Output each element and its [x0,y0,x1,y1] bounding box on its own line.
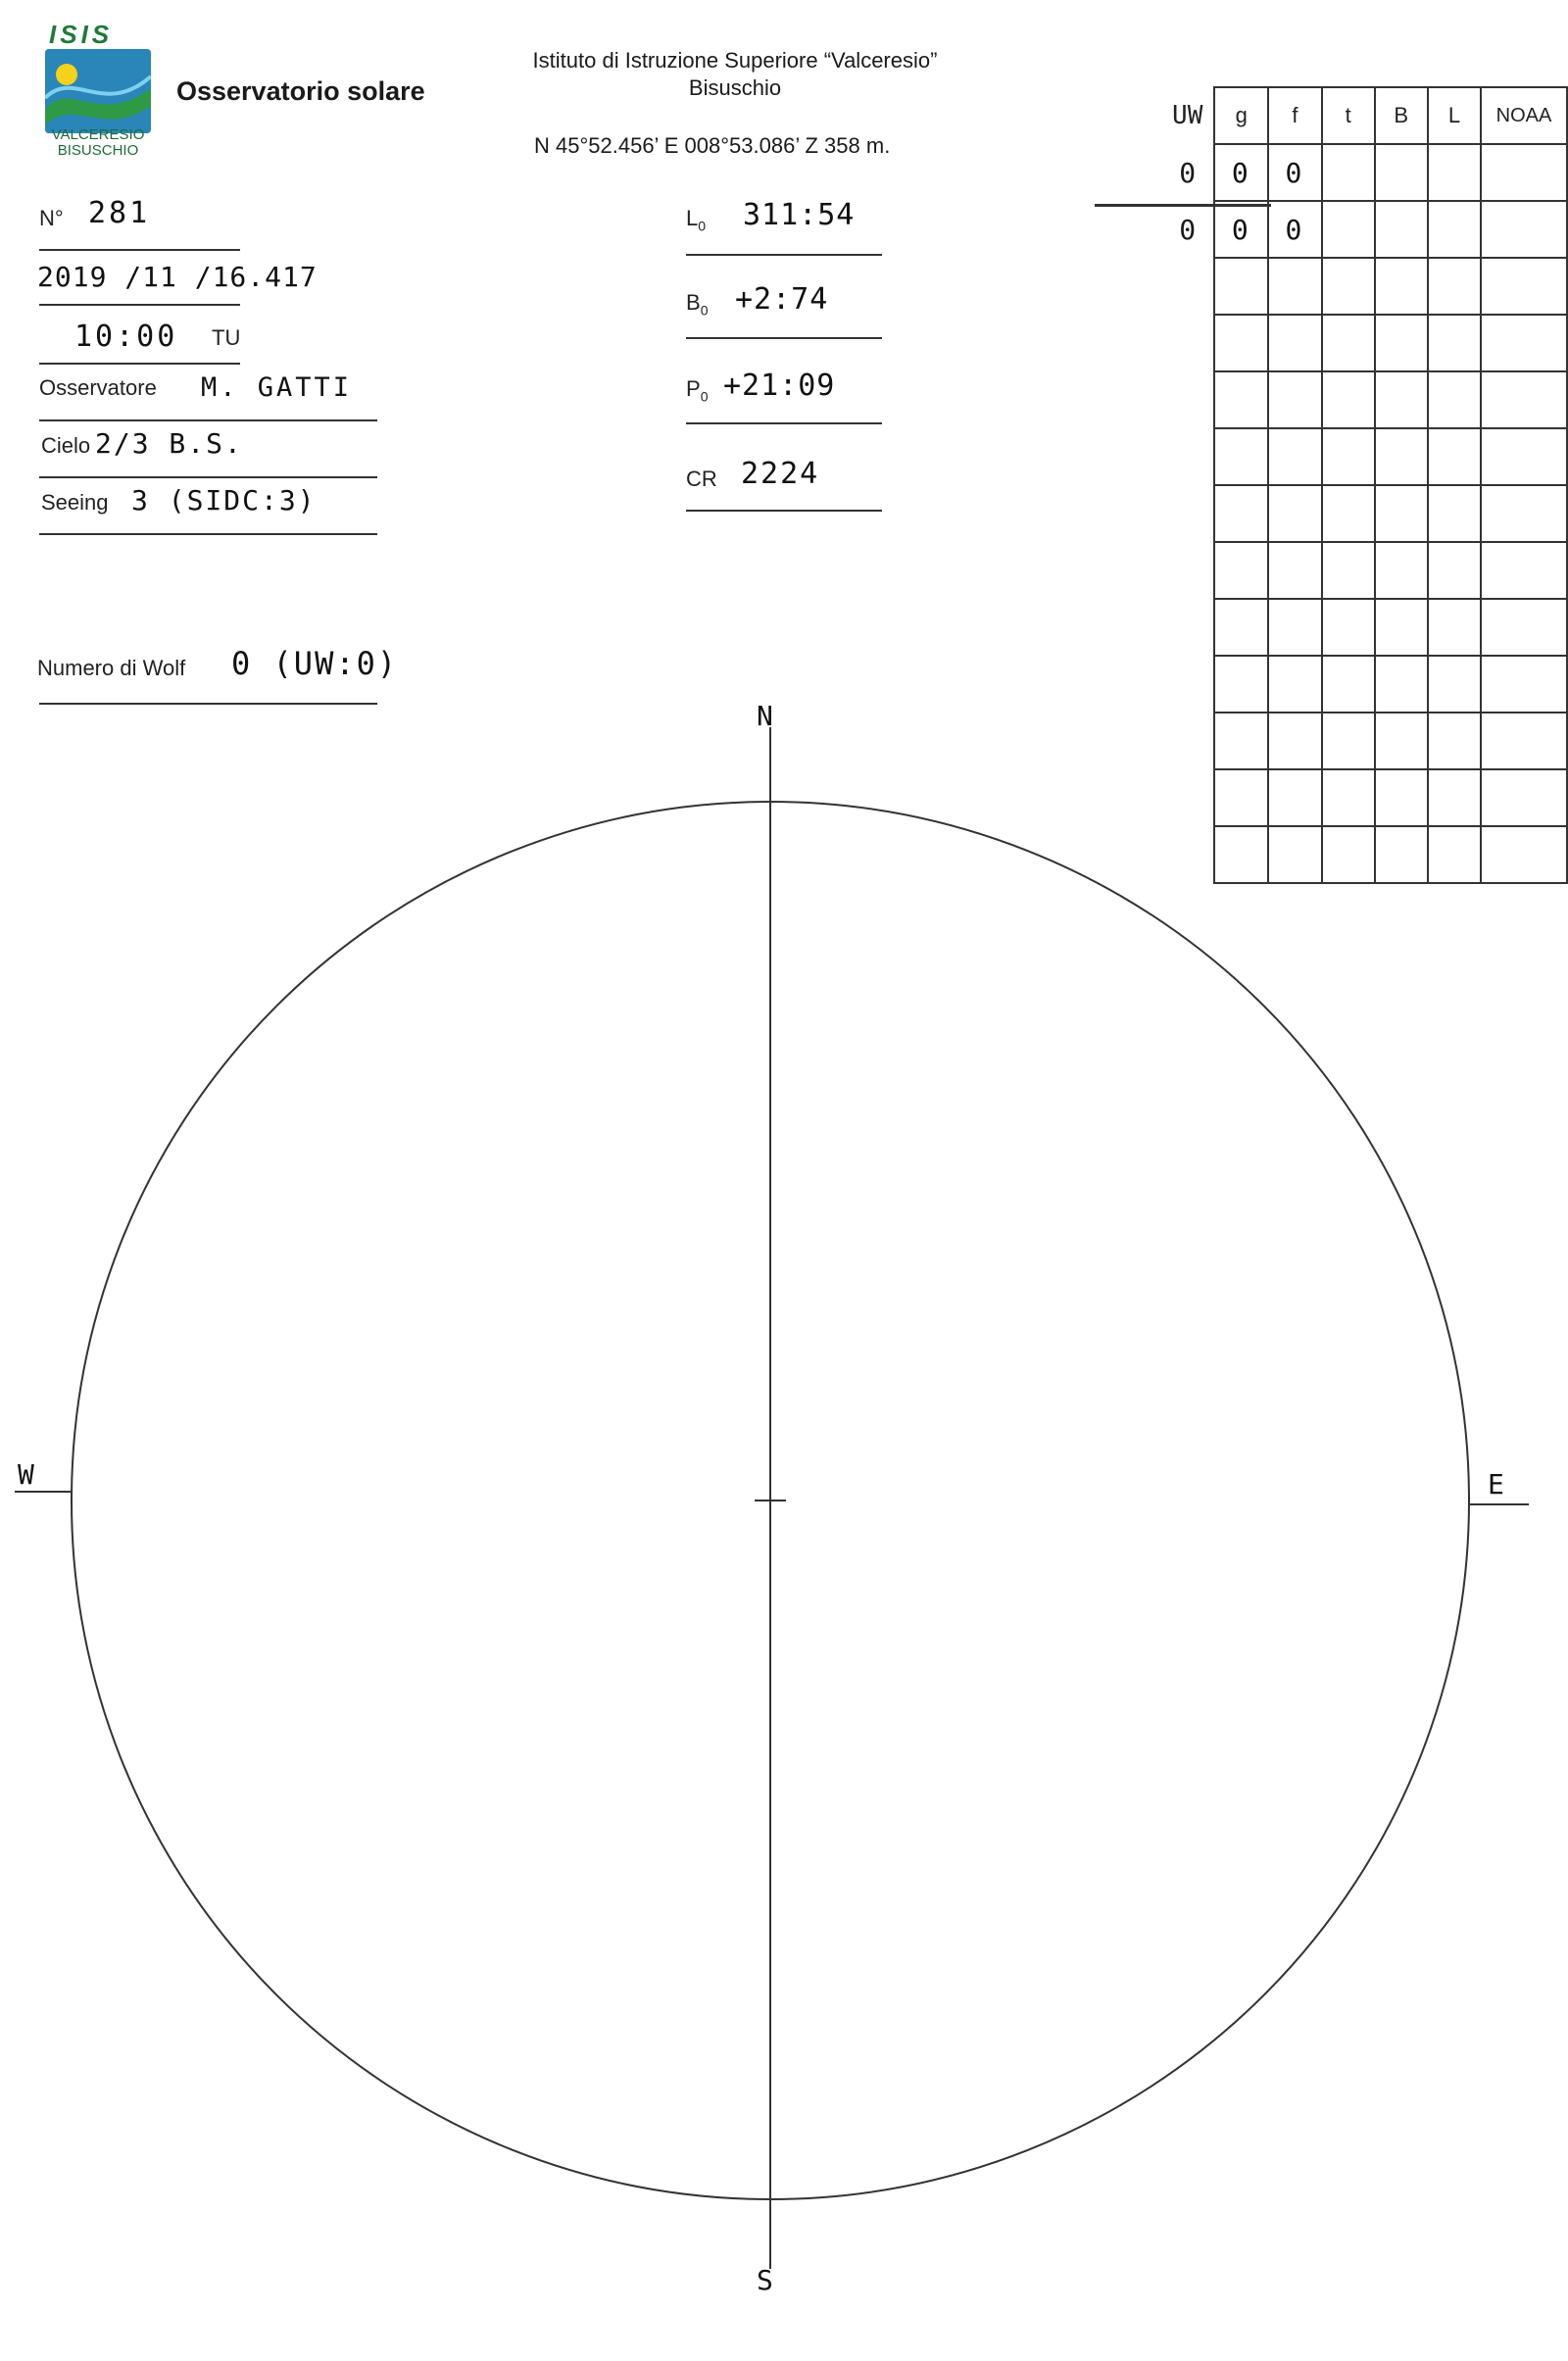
cell-b [1375,485,1428,542]
table-header-row [1161,87,1567,144]
table-row [1161,542,1567,599]
column-header-g: g [1214,87,1268,144]
institute-name: Istituto di Istruzione Superiore “Valceresio” Bisuschio [532,48,938,100]
table-total-line [1095,204,1271,207]
cell-b [1375,371,1428,428]
b0-underline [686,337,882,339]
south-label: S [757,2264,776,2296]
cell-f [1268,599,1322,656]
cell-b [1375,428,1428,485]
cell-noaa [1481,258,1567,315]
solar-disk-drawing [0,686,1568,2361]
cell-g [1214,428,1268,485]
cell-f: 0 [1268,144,1322,201]
cell-b [1375,201,1428,258]
cell-noaa [1481,599,1567,656]
cell-f [1268,315,1322,371]
wolf-number-value: 0 (UW:0) [231,645,399,682]
cr-label: CR [686,467,717,491]
cell-l [1428,371,1481,428]
page-title: Osservatorio solare [176,76,425,106]
number-underline [39,249,240,251]
column-header-f: f [1268,87,1322,144]
east-label: E [1488,1468,1507,1500]
table-row [1161,485,1567,542]
column-header-l: L [1428,87,1481,144]
cell-uw: 0 [1161,201,1214,258]
number-label: N° [39,206,64,230]
time-unit: TU [212,325,241,350]
cell-noaa [1481,428,1567,485]
cell-t [1322,201,1375,258]
cell-f [1268,258,1322,315]
cell-b [1375,542,1428,599]
cell-f: 0 [1268,201,1322,258]
cell-t [1322,428,1375,485]
logo-wave-icon [45,49,151,133]
observation-number: 281 [88,196,151,230]
cell-uw [1161,428,1214,485]
table-row [1161,201,1567,258]
sky-value: 2/3 B.S. [95,427,243,460]
table-row [1161,144,1567,201]
table-row [1161,428,1567,485]
cell-g [1214,315,1268,371]
cell-b [1375,258,1428,315]
cell-uw [1161,315,1214,371]
cr-underline [686,510,882,512]
cell-noaa [1481,371,1567,428]
cell-f [1268,428,1322,485]
cell-t [1322,371,1375,428]
sky-underline [39,476,377,478]
seeing-underline [39,533,377,535]
cell-uw [1161,371,1214,428]
cell-uw [1161,542,1214,599]
cell-f [1268,371,1322,428]
l0-label: $L_0$ [686,206,707,234]
cell-noaa [1481,144,1567,201]
cell-g [1214,258,1268,315]
table-row [1161,258,1567,315]
observation-time: 10:00 [74,320,178,354]
observer-label: Osservatore [39,375,157,400]
b0-value: +2:74 [735,282,829,317]
cell-noaa [1481,201,1567,258]
date-underline [39,304,240,306]
logo-caption: VALCERESIO BISUSCHIO [51,126,145,159]
school-logo [39,20,157,157]
cell-l [1428,485,1481,542]
cell-uw: 0 [1161,144,1214,201]
p0-underline [686,422,882,424]
observer-underline [39,419,377,421]
cell-l [1428,428,1481,485]
b0-label: $B_0$ [686,290,709,319]
cell-uw [1161,485,1214,542]
cell-g: 0 [1214,201,1268,258]
cell-noaa [1481,485,1567,542]
column-header-uw: UW [1161,87,1214,144]
p0-label: $P_0$ [686,376,709,405]
cell-f [1268,542,1322,599]
cell-l [1428,258,1481,315]
l0-underline [686,254,882,256]
cell-g [1214,371,1268,428]
cell-l [1428,201,1481,258]
cell-b [1375,144,1428,201]
cell-l [1428,542,1481,599]
west-label: W [18,1458,37,1491]
carrington-rotation: 2224 [741,457,820,491]
table-row [1161,315,1567,371]
observatory-coordinates: N 45°52.456’ E 008°53.086’ Z 358 m. [534,133,891,158]
cell-uw [1161,258,1214,315]
cell-t [1322,542,1375,599]
column-header-b: B [1375,87,1428,144]
cell-g [1214,599,1268,656]
cell-t [1322,485,1375,542]
observation-date: 2019 /11 /16.417 [37,261,318,293]
cell-t [1322,315,1375,371]
cell-t [1322,258,1375,315]
cell-b [1375,315,1428,371]
wolf-number-label: Numero di Wolf [37,656,186,680]
cell-l [1428,599,1481,656]
observer-name: M. GATTI [201,372,353,403]
logo-emblem [45,49,151,133]
time-underline [39,363,240,365]
cell-f [1268,485,1322,542]
l0-value: 311:54 [743,198,856,232]
table-row [1161,599,1567,656]
cell-l [1428,315,1481,371]
p0-value: +21:09 [723,369,836,403]
table-row [1161,371,1567,428]
sky-label: Cielo [41,433,91,458]
cell-b [1375,599,1428,656]
cell-g: 0 [1214,144,1268,201]
cell-noaa [1481,542,1567,599]
cell-g [1214,485,1268,542]
logo-mark: ISIS [49,20,114,49]
cell-uw [1161,599,1214,656]
north-label: N [757,700,776,732]
cell-noaa [1481,315,1567,371]
cell-t [1322,599,1375,656]
cell-l [1428,144,1481,201]
cell-g [1214,542,1268,599]
cell-t [1322,144,1375,201]
column-header-noaa: NOAA [1481,87,1567,144]
column-header-t: t [1322,87,1375,144]
seeing-label: Seeing [41,490,109,515]
seeing-value: 3 (SIDC:3) [131,484,317,516]
